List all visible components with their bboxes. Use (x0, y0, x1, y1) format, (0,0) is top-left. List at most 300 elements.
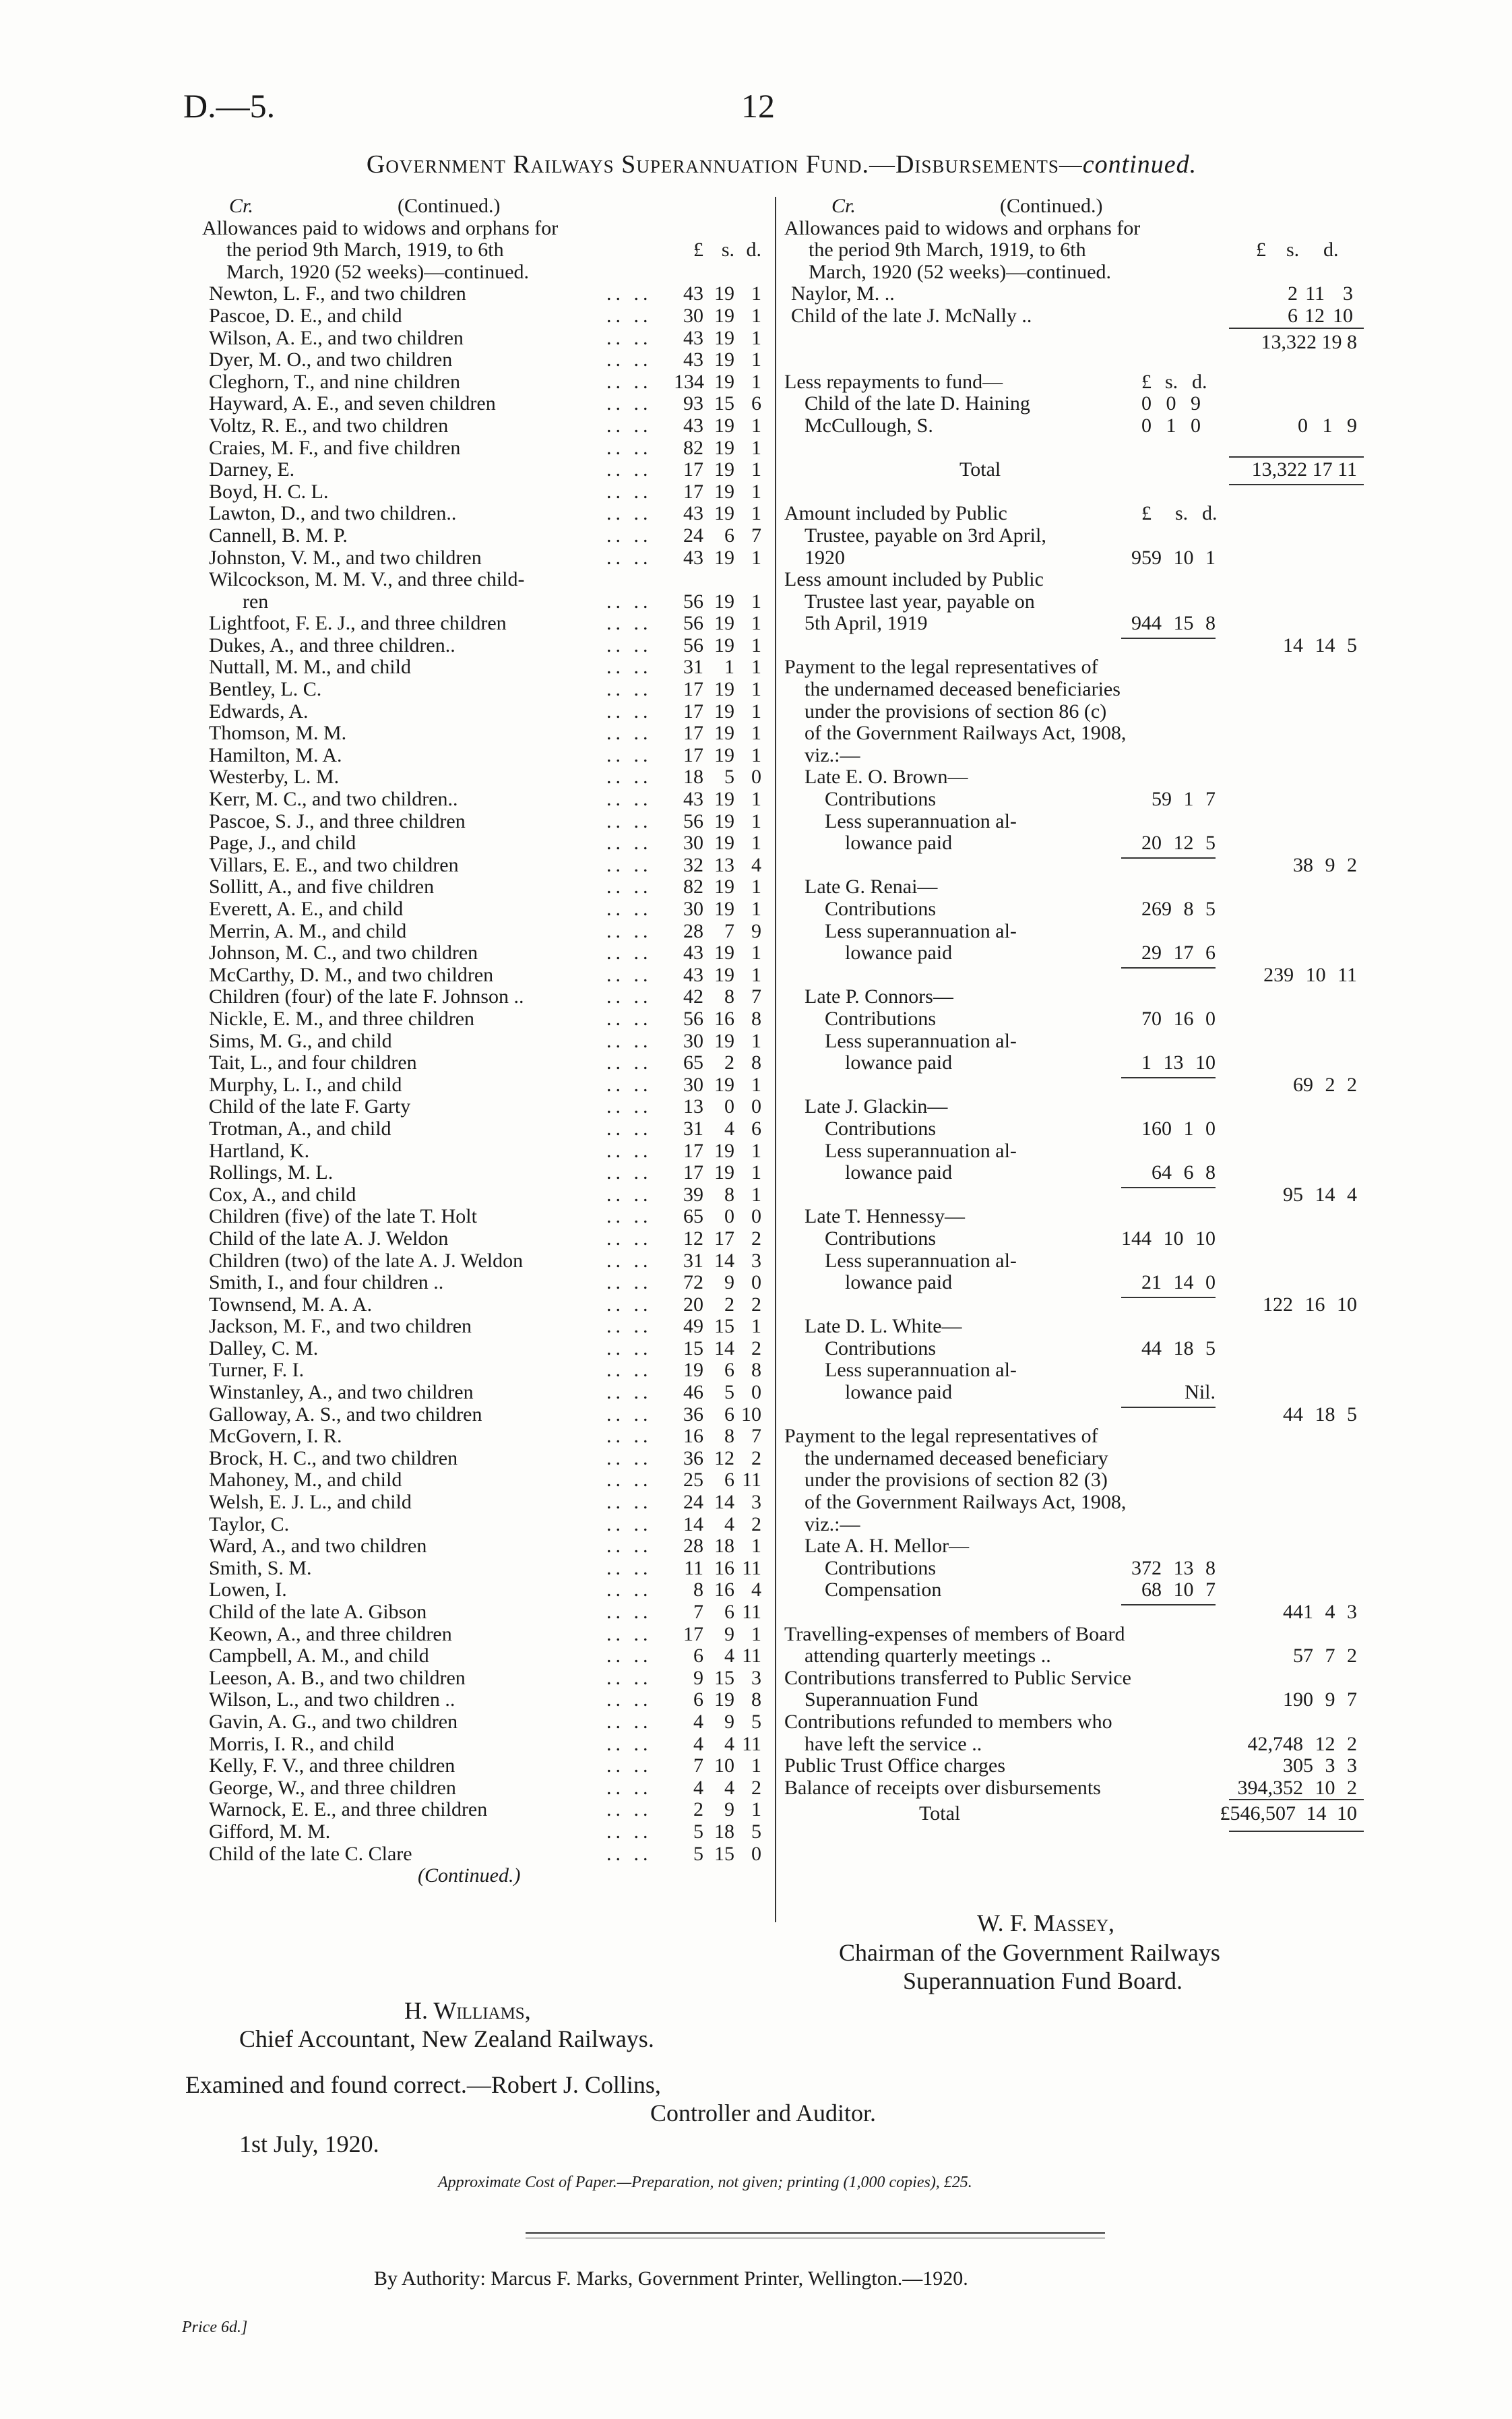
intro-line: March, 1920 (52 weeks)—continued. (226, 260, 530, 283)
amount-pounds: 6 (693, 1645, 703, 1667)
beneficiary-name: McCarthy, D. M., and two children (209, 963, 494, 986)
total-label: Total (959, 458, 1001, 481)
leader-dots: .. .. (606, 1271, 652, 1294)
table-row (202, 635, 768, 657)
beneficiary-name: Campbell, A. M., and child (209, 1645, 429, 1667)
leader-dots: .. .. (606, 590, 652, 613)
amount-pounds: 18 (683, 766, 703, 789)
estate-total-row (784, 1184, 1364, 1206)
lowance-label: lowance paid (845, 1051, 953, 1074)
leader-dots: .. .. (606, 942, 652, 964)
amount-pence: 1 (751, 414, 761, 437)
grand-total-label: Total (919, 1802, 961, 1825)
amount-shillings: 14 (714, 1491, 734, 1514)
table-row (202, 1799, 768, 1821)
table-row (202, 811, 768, 833)
beneficiary-name: Newton, L. F., and two children (209, 282, 466, 305)
rule (1229, 328, 1364, 329)
amount-pence: 8 (751, 1051, 761, 1074)
rule (1121, 1297, 1216, 1298)
amount-pence: 0 (751, 1271, 761, 1294)
amount-pounds: 12 (683, 1227, 703, 1250)
beneficiary-name: Wilcockson, M. M. V., and three child- (209, 568, 525, 591)
table-row (202, 1667, 768, 1690)
page-title (296, 150, 1267, 179)
estate-lowance-row (784, 1052, 1364, 1074)
table-row (202, 1535, 768, 1558)
text-row (784, 1448, 1364, 1470)
table-row (202, 1734, 768, 1756)
text-line: attending quarterly meetings .. (805, 1645, 1051, 1667)
amount-shillings: 8 (724, 1183, 734, 1206)
amount-shillings: 19 (714, 942, 734, 964)
text-line: Payment to the legal representatives of (784, 656, 1098, 679)
amount-pence: 1 (751, 480, 761, 503)
amount-shillings: 1 (724, 656, 734, 679)
amount-pence: 2 (751, 1337, 761, 1359)
subtotal-row (784, 328, 1364, 353)
table-row (202, 1008, 768, 1031)
beneficiary-name: Page, J., and child (209, 832, 356, 855)
leader-dots: .. .. (606, 1161, 652, 1184)
amount-pence: 9 (751, 919, 761, 942)
right-column (784, 195, 1364, 1843)
pence-header: d. (1202, 502, 1218, 525)
massey-title-2: Superannuation Fund Board. (903, 1967, 1183, 1994)
beneficiary-name: Westerby, L. M. (209, 766, 340, 789)
text-line: Public Trust Office charges (784, 1754, 1006, 1777)
beneficiary-name: Galloway, A. S., and two children (209, 1403, 482, 1426)
shilling-header: s. (721, 239, 734, 262)
table-row (202, 656, 768, 679)
title-continued: —continued. (1059, 150, 1197, 179)
table-row (202, 723, 768, 745)
entry-amount: 0 0 9 (1141, 392, 1201, 415)
amount-pence: 1 (751, 546, 761, 569)
leader-dots: .. .. (606, 1403, 652, 1426)
amount-pence: 2 (751, 1293, 761, 1316)
beneficiary-name: Jackson, M. F., and two children (209, 1315, 472, 1338)
amount-shillings: 8 (724, 985, 734, 1008)
beneficiary-name: Smith, I., and four children .. (209, 1271, 444, 1294)
allowance-amount: 21 14 0 (1141, 1271, 1216, 1294)
amount-shillings: 15 (714, 392, 734, 415)
amount-pounds: 7 (693, 1601, 703, 1623)
contributions-label: Contributions (825, 1337, 937, 1359)
pt-row-3 (784, 547, 1364, 570)
leader-dots: .. .. (606, 743, 652, 766)
table-row (202, 1074, 768, 1097)
beneficiary-name: Brock, H. C., and two children (209, 1446, 458, 1469)
allowance-amount: Nil. (1185, 1381, 1216, 1404)
amount-pounds: 17 (683, 743, 703, 766)
rule (1121, 1077, 1216, 1078)
table-row (202, 1250, 768, 1273)
amount-pence: 1 (751, 809, 761, 832)
beneficiary-name: Keown, A., and three children (209, 1622, 452, 1645)
amount-pence: 1 (751, 326, 761, 349)
allowance-amount: 29 17 6 (1141, 942, 1216, 964)
leader-dots: .. .. (606, 1512, 652, 1535)
text-row (784, 1469, 1364, 1492)
beneficiary-name: ren (243, 590, 269, 613)
amount-pence: 1 (751, 743, 761, 766)
text-line: the undernamed deceased beneficiary (805, 1446, 1108, 1469)
pence-header: d. (746, 239, 761, 262)
lowance-label: lowance paid (845, 1271, 953, 1294)
leader-dots: .. .. (606, 963, 652, 986)
amount-pounds: 43 (683, 326, 703, 349)
table-row (202, 1031, 768, 1053)
massey-name (977, 1909, 1114, 1937)
table-row (202, 1316, 768, 1338)
rule (1121, 1604, 1216, 1605)
amount-shillings: 4 (724, 1645, 734, 1667)
estate-total-row (784, 1404, 1364, 1426)
leader-dots: .. .. (606, 1556, 652, 1579)
mcnally-row (784, 305, 1364, 328)
estate-total: 239 10 11 (1263, 963, 1357, 986)
leader-dots: .. .. (606, 722, 652, 745)
beneficiary-name: George, W., and three children (209, 1776, 456, 1799)
amount-pence: 1 (751, 304, 761, 327)
amount-pence: 1 (751, 898, 761, 920)
entry-shillings: 11 (1305, 282, 1325, 305)
table-row (202, 1558, 768, 1580)
estate-contrib-row (784, 789, 1364, 811)
text-line: Contributions transferred to Public Service (784, 1666, 1131, 1689)
leader-dots: .. .. (606, 502, 652, 525)
title-main: Government Railways Superannuation Fund. (366, 150, 869, 179)
table-row (202, 305, 768, 328)
table-row (202, 898, 768, 921)
left-intro-2 (202, 239, 768, 262)
estate-total-row (784, 1294, 1364, 1316)
amount-pounds: 5 (693, 1820, 703, 1843)
column-divider (775, 197, 776, 1922)
rule (1229, 484, 1364, 485)
estate-row (784, 1206, 1364, 1228)
beneficiary-name: Everett, A. E., and child (209, 898, 404, 920)
naylor-row (784, 283, 1364, 305)
estate-less-row (784, 1140, 1364, 1163)
beneficiary-name: Nickle, E. M., and three children (209, 1007, 475, 1030)
leader-dots: .. .. (606, 1227, 652, 1250)
rule (1121, 1407, 1216, 1408)
amount-pence: 1 (751, 656, 761, 679)
estate-total-row (784, 1074, 1364, 1097)
amount-shillings: 2 (724, 1051, 734, 1074)
amount-pounds: 49 (683, 1315, 703, 1338)
leader-dots: .. .. (606, 1732, 652, 1755)
continued-label: (Continued.) (1000, 195, 1103, 217)
text-row (784, 723, 1364, 745)
text-line: Less amount included by Public (784, 568, 1044, 591)
amount-pounds: 43 (683, 942, 703, 964)
beneficiary-name: Villars, E. E., and two children (209, 853, 459, 876)
beneficiary-name: Hartland, K. (209, 1139, 310, 1162)
contributions-label: Contributions (825, 1227, 937, 1250)
contributions-label: Contributions (825, 898, 937, 920)
table-row (202, 832, 768, 855)
beneficiary-name: Welsh, E. J. L., and child (209, 1491, 412, 1514)
amount-pounds: 24 (683, 524, 703, 547)
estate-total: 44 18 5 (1283, 1403, 1357, 1426)
entry-pounds: 6 (1288, 304, 1298, 327)
amount-pence: 5 (751, 1710, 761, 1733)
amount-shillings: 19 (714, 963, 734, 986)
amount-pounds: 4 (693, 1732, 703, 1755)
balance-row (784, 1777, 1364, 1800)
leader-dots: .. .. (606, 392, 652, 415)
amount-shillings: 19 (714, 1161, 734, 1184)
estate-name: Late G. Renai— (805, 876, 938, 898)
amount-pence: 4 (751, 1579, 761, 1601)
amount-shillings: 19 (714, 502, 734, 525)
beneficiary-name: Lowen, I. (209, 1579, 287, 1601)
amount-pounds: 28 (683, 1535, 703, 1558)
leader-dots: .. .. (606, 1029, 652, 1052)
amount-pence: 1 (751, 1139, 761, 1162)
amount-shillings: 4 (724, 1776, 734, 1799)
amount-pence: 1 (751, 436, 761, 459)
pt-row-1 (784, 503, 1364, 525)
amount-pounds: 82 (683, 876, 703, 898)
amount-shillings: 19 (714, 414, 734, 437)
amount-pence: 1 (751, 370, 761, 393)
amount-shillings: 15 (714, 1315, 734, 1338)
beneficiary-name: Taylor, C. (209, 1512, 290, 1535)
text-line: under the provisions of section 82 (3) (805, 1469, 1108, 1492)
beneficiary-name: Cannell, B. M. P. (209, 524, 348, 547)
table-row (202, 1448, 768, 1470)
amount-pounds: 11 (684, 1556, 703, 1579)
amount-shillings: 6 (724, 1469, 734, 1492)
amount-shillings: 19 (714, 722, 734, 745)
amount-pounds: 17 (683, 480, 703, 503)
leader-dots: .. .. (606, 898, 652, 920)
amount-pounds: 32 (683, 853, 703, 876)
leader-dots: .. .. (606, 480, 652, 503)
allowance-amount: 20 12 5 (1141, 832, 1216, 855)
pound-header: £ (1141, 502, 1152, 525)
beneficiary-name: Rollings, M. L. (209, 1161, 334, 1184)
beneficiary-name: Johnston, V. M., and two children (209, 546, 482, 569)
subtotal-value: 13,322 19 8 (1261, 330, 1357, 353)
text-line: 5th April, 1919 (805, 612, 928, 635)
pt-row-4 (784, 569, 1364, 591)
pound-header: £ (1256, 239, 1266, 262)
amount-shillings: 16 (714, 1579, 734, 1601)
beneficiary-name: McGovern, I. R. (209, 1425, 342, 1448)
leader-dots: .. .. (606, 1249, 652, 1272)
amount-pence: 3 (751, 1666, 761, 1689)
amount-pounds: 5 (693, 1842, 703, 1865)
text-row (784, 745, 1364, 767)
leader-dots: .. .. (606, 1469, 652, 1492)
massey-title: Chairman of the Government Railways (839, 1939, 1220, 1966)
table-row (202, 437, 768, 460)
estate-list (784, 766, 1364, 1426)
amount-pence: 1 (751, 1073, 761, 1096)
beneficiary-name: Edwards, A. (209, 700, 309, 723)
text-line: Contributions refunded to members who (784, 1710, 1112, 1733)
grand-total-value: £546,507 14 10 (1220, 1802, 1357, 1825)
amount-shillings: 19 (714, 743, 734, 766)
table-row (202, 986, 768, 1008)
entry-amount: 57 7 2 (1293, 1645, 1357, 1667)
estate-name: Late P. Connors— (805, 985, 953, 1008)
rule (1121, 967, 1216, 969)
estate-total-row (784, 855, 1364, 877)
amount-shillings: 19 (714, 546, 734, 569)
estate-contrib-row (784, 1008, 1364, 1031)
table-row (202, 1624, 768, 1646)
estate-lowance-row (784, 1162, 1364, 1184)
beneficiary-name: Children (four) of the late F. Johnson .. (209, 985, 524, 1008)
beneficiary-name: Mahoney, M., and child (209, 1469, 402, 1492)
amount-shillings: 4 (724, 1512, 734, 1535)
entry-name: Child of the late J. McNally .. (791, 304, 1032, 327)
amount-pounds: 56 (683, 1007, 703, 1030)
amount-pounds: 56 (683, 634, 703, 656)
amount-shillings: 19 (714, 282, 734, 305)
table-row (202, 349, 768, 371)
amount-pounds: 17 (683, 700, 703, 723)
beneficiary-name: Sollitt, A., and five children (209, 876, 435, 898)
text-row (784, 1426, 1364, 1448)
amount-pounds: 6 (693, 1688, 703, 1711)
amount-shillings: 19 (714, 898, 734, 920)
table-row (202, 1162, 768, 1184)
beneficiary-name: Nuttall, M. M., and child (209, 656, 411, 679)
amount-shillings: 19 (714, 634, 734, 656)
amount-pence: 4 (751, 853, 761, 876)
beneficiary-name: Lightfoot, F. E. J., and three children (209, 612, 507, 635)
controller-title: Controller and Auditor. (650, 2100, 876, 2126)
shilling-header: s. (1165, 370, 1178, 393)
amount-pounds: 134 (674, 370, 704, 393)
amount-pounds: 24 (683, 1491, 703, 1514)
amount-pence: 1 (751, 458, 761, 481)
text-line: of the Government Railways Act, 1908, (805, 1491, 1127, 1514)
amount-shillings: 16 (714, 1556, 734, 1579)
text-line: viz.:— (805, 743, 860, 766)
beneficiary-name: Child of the late A. J. Weldon (209, 1227, 449, 1250)
contribution-amount: 269 8 5 (1141, 898, 1216, 920)
amount-pence: 8 (751, 1007, 761, 1030)
leader-dots: .. .. (606, 1776, 652, 1799)
amount-pence: 1 (751, 590, 761, 613)
beneficiary-name: Smith, S. M. (209, 1556, 312, 1579)
rule (1229, 1831, 1364, 1832)
amount-pence: 0 (751, 1842, 761, 1865)
estate-contrib-row (784, 1118, 1364, 1140)
beneficiary-name: Gavin, A. G., and two children (209, 1710, 458, 1733)
entry-amount: 42,748 12 2 (1247, 1732, 1357, 1755)
cr-label: Cr. (831, 195, 856, 217)
amount-shillings: 7 (724, 919, 734, 942)
amount-pence: 5 (751, 1820, 761, 1843)
pence-header: d. (1323, 239, 1339, 262)
amount-pounds: 17 (683, 678, 703, 701)
estate-lowance-row (784, 832, 1364, 855)
entry-amount: 68 10 7 (1141, 1579, 1216, 1601)
table-row (202, 1184, 768, 1206)
less-superannuation-label: Less superannuation al- (825, 1359, 1017, 1382)
beneficiary-name: Voltz, R. E., and two children (209, 414, 449, 437)
leader-dots: .. .. (606, 524, 652, 547)
amount-pence: 1 (751, 1754, 761, 1777)
estate-name: Late E. O. Brown— (805, 766, 968, 789)
table-row (202, 613, 768, 635)
intro-line: Allowances paid to widows and orphans for (202, 216, 559, 239)
right-intro-3 (784, 262, 1364, 284)
amount-shillings: 19 (714, 370, 734, 393)
amount-shillings: 19 (714, 304, 734, 327)
amount-pounds: 43 (683, 502, 703, 525)
beneficiary-name: Warnock, E. E., and three children (209, 1798, 488, 1821)
amount-pence: 1 (751, 942, 761, 964)
leader-dots: .. .. (606, 326, 652, 349)
amount-shillings: 10 (714, 1754, 734, 1777)
amount-pounds: 31 (683, 1249, 703, 1272)
text-line: viz.:— (805, 1512, 860, 1535)
amount-pence: 1 (751, 1622, 761, 1645)
text-line: Trustee last year, payable on (805, 590, 1035, 613)
estate-row (784, 766, 1364, 789)
williams-title: Chief Accountant, New Zealand Railways. (239, 2025, 654, 2052)
left-head-row (202, 195, 768, 218)
amount-pence: 11 (742, 1645, 761, 1667)
text-line: Trustee, payable on 3rd April, (805, 524, 1046, 547)
amount-shillings: 15 (714, 1842, 734, 1865)
right-intro-2 (784, 239, 1364, 262)
amount-pounds: 16 (683, 1425, 703, 1448)
mellor-contrib-row (784, 1558, 1364, 1580)
amount-shillings: 19 (714, 809, 734, 832)
amount-pounds: 30 (683, 832, 703, 855)
leader-dots: .. .. (606, 1666, 652, 1689)
table-row (202, 283, 768, 305)
left-allowance-list (202, 283, 768, 1865)
amount-shillings: 9 (724, 1622, 734, 1645)
less-superannuation-label: Less superannuation al- (825, 1029, 1017, 1052)
amount-shillings: 19 (714, 480, 734, 503)
amount-shillings: 8 (724, 1425, 734, 1448)
amount-pence: 8 (751, 1688, 761, 1711)
amount-pence: 1 (751, 832, 761, 855)
entry-amount: 190 9 7 (1283, 1688, 1357, 1711)
amount-pence: 7 (751, 524, 761, 547)
table-row (202, 1514, 768, 1536)
text-line: Superannuation Fund (805, 1688, 978, 1711)
rule (1121, 857, 1216, 859)
table-row (202, 876, 768, 898)
beneficiary-name: Children (five) of the late T. Holt (209, 1205, 477, 1228)
beneficiary-name: Kelly, F. V., and three children (209, 1754, 455, 1777)
beneficiary-name: Merrin, A. M., and child (209, 919, 407, 942)
amount-shillings: 6 (724, 524, 734, 547)
leader-dots: .. .. (606, 612, 652, 635)
amount-pounds: 39 (683, 1183, 703, 1206)
table-row (202, 1777, 768, 1800)
leader-dots: .. .. (606, 414, 652, 437)
contributions-label: Contributions (825, 1556, 937, 1579)
amount-pence: 6 (751, 1117, 761, 1140)
leader-dots: .. .. (606, 1381, 652, 1404)
pence-header: d. (1192, 370, 1207, 393)
